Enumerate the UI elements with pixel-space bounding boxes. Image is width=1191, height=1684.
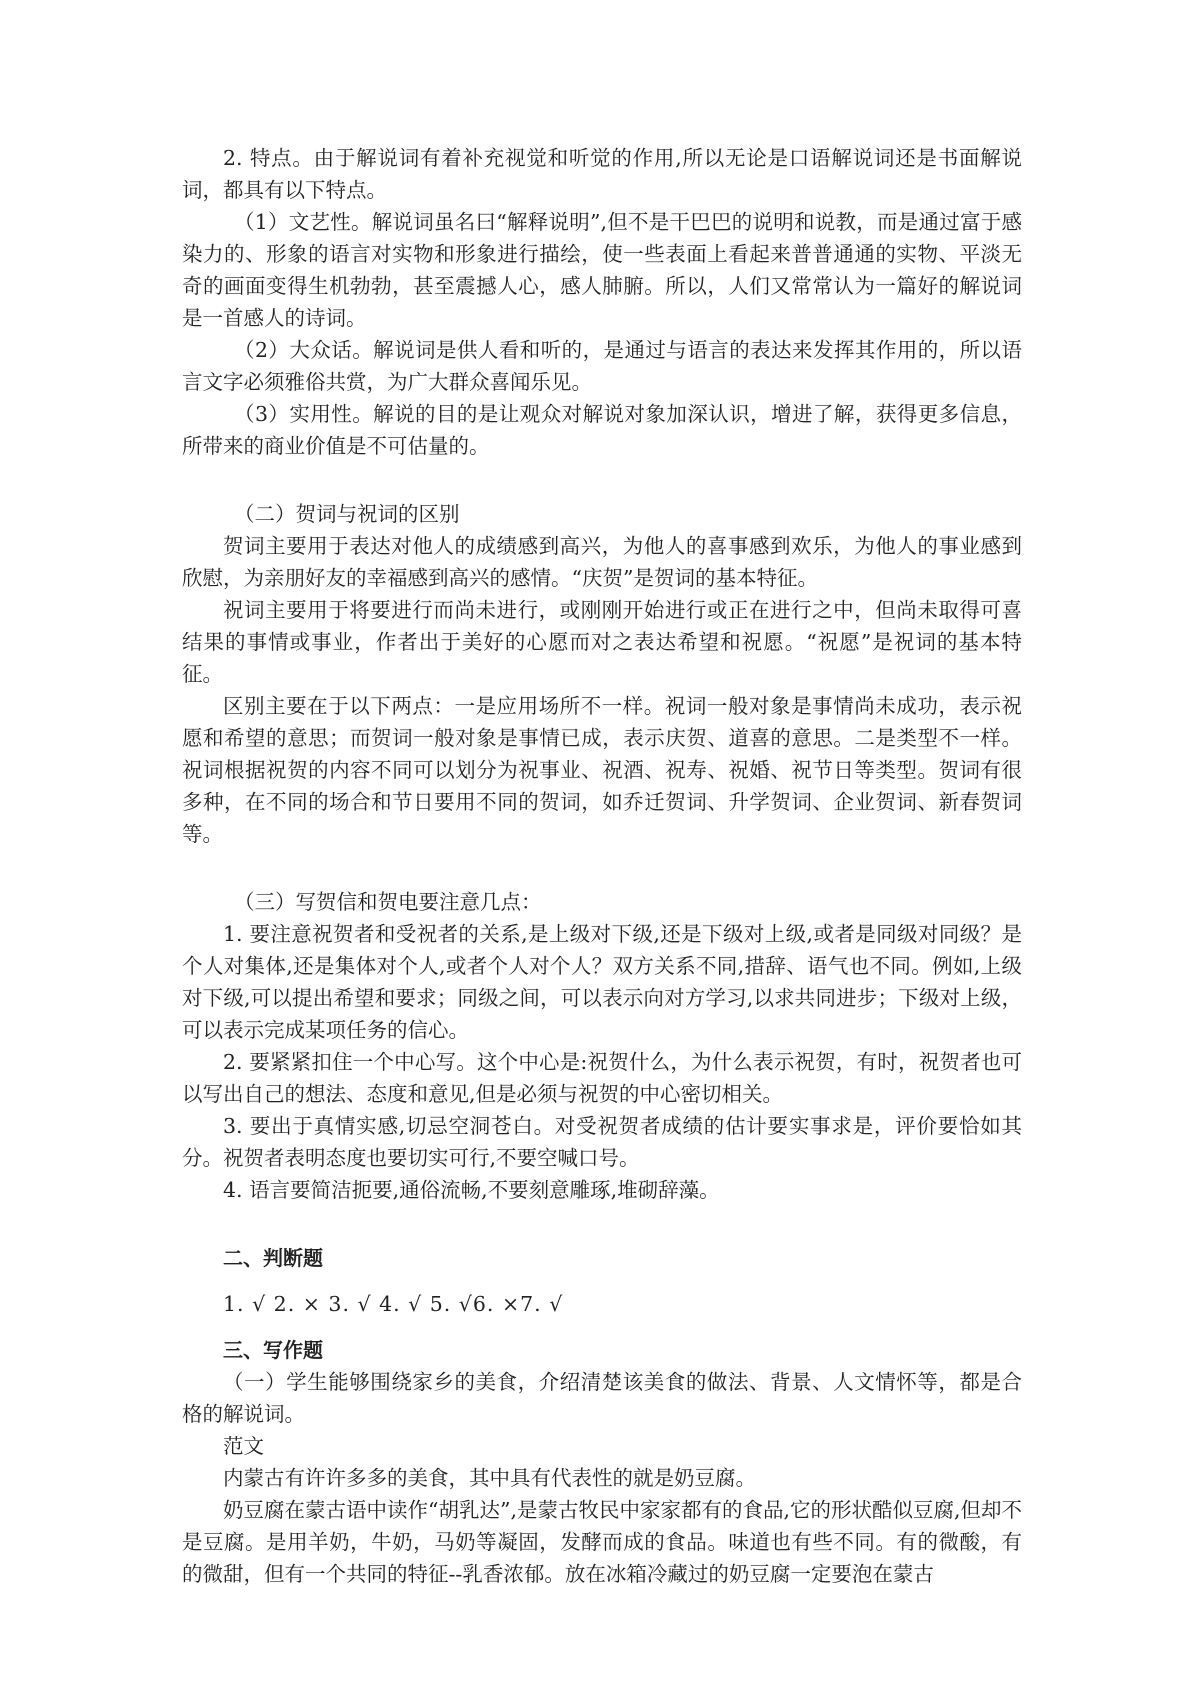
- paragraph-note-3: 3. 要出于真情实感,切忌空洞苍白。对受祝贺者成绩的估计要实事求是，评价要恰如其分。祝贺者表明态度也要切实可行,不要空喊口号。: [182, 1114, 1022, 1170]
- paragraph-difference: 区别主要在于以下两点：一是应用场所不一样。祝词一般对象是事情尚未成功，表示祝愿和希望的意思；而贺词一般对象是事情已成，表示庆贺、道喜的意思。二是类型不一样。祝词根据祝贺的内容不同可以划分为祝事业、祝酒、祝寿、祝婚、祝节日等类型。贺词有很多种，在不同的场合和节日要用不同的贺词，如乔迁贺词、升学贺词、企业贺词、新春贺词等。: [182, 694, 1022, 846]
- heading-judgment: 二、判断题: [223, 1246, 323, 1270]
- paragraph-writing-intro: （一）学生能够围绕家乡的美食，介绍清楚该美食的做法、背景、人文情怀等，都是合格的解说词。: [182, 1370, 1022, 1426]
- document-page: [182, 142, 1022, 1590]
- heading-writing: 三、写作题: [223, 1338, 323, 1362]
- paragraph-zhuci: 祝词主要用于将要进行而尚未进行，或刚刚开始进行或正在进行之中，但尚未取得可喜结果的事情或事业，作者出于美好的心愿而对之表达希望和祝愿。“祝愿”是祝词的基本特征。: [182, 598, 1022, 686]
- paragraph-heci: 贺词主要用于表达对他人的成绩感到高兴，为他人的喜事感到欢乐，为他人的事业感到欣慰，为亲朋好友的幸福感到高兴的感情。“庆贺”是贺词的基本特征。: [182, 534, 1022, 590]
- spacer: [182, 850, 1022, 886]
- section-heading-notes: （三）写贺信和贺电要注意几点：: [234, 890, 542, 914]
- label-sample-essay: 范文: [223, 1434, 264, 1458]
- spacer: [182, 1320, 1022, 1334]
- paragraph-essay-1: 内蒙古有许许多多的美食，其中具有代表性的就是奶豆腐。: [223, 1466, 756, 1490]
- spacer: [182, 1274, 1022, 1288]
- judgment-answers: 1. √ 2. × 3. √ 4. √ 5. √6. ×7. √: [223, 1292, 564, 1316]
- paragraph-artistic: （1）文艺性。解说词虽名曰“解释说明”,但不是干巴巴的说明和说教，而是通过富于感染力的、形象的语言对实物和形象进行描绘，使一些表面上看起来普普通通的实物、平淡无奇的画面变得生机勃勃，甚至震撼人心，感人肺腑。所以，人们又常常认为一篇好的解说词是一首感人的诗词。: [182, 210, 1022, 330]
- section-heading-difference: （二）贺词与祝词的区别: [234, 502, 460, 526]
- paragraph-features: 2. 特点。由于解说词有着补充视觉和听觉的作用,所以无论是口语解说词还是书面解说词，都具有以下特点。: [182, 146, 1022, 202]
- paragraph-note-4: 4. 语言要简洁扼要,通俗流畅,不要刻意雕琢,堆砌辞藻。: [223, 1178, 720, 1202]
- paragraph-note-1: 1. 要注意祝贺者和受祝者的关系,是上级对下级,还是下级对上级,或者是同级对同级？是个人对集体,还是集体对个人,或者个人对个人？双方关系不同,措辞、语气也不同。例如,上级对下级,可以提出希望和要求；同级之间，可以表示向对方学习,以求共同进步；下级对上级，可以表示完成某项任务的信心。: [182, 922, 1022, 1042]
- paragraph-practical: （3）实用性。解说的目的是让观众对解说对象加深认识，增进了解，获得更多信息，所带来的商业价值是不可估量的。: [182, 402, 1022, 458]
- paragraph-note-2: 2. 要紧紧扣住一个中心写。这个中心是:祝贺什么，为什么表示祝贺，有时，祝贺者也可以写出自己的想法、态度和意见,但是必须与祝贺的中心密切相关。: [182, 1050, 1022, 1106]
- spacer: [182, 462, 1022, 498]
- paragraph-essay-2: 奶豆腐在蒙古语中读作“胡乳达”,是蒙古牧民中家家都有的食品,它的形状酷似豆腐,但却不是豆腐。是用羊奶，牛奶，马奶等凝固，发酵而成的食品。味道也有些不同。有的微酸，有的微甜，但有一个共同的特征--乳香浓郁。放在冰箱冷藏过的奶豆腐一定要泡在蒙古: [182, 1498, 1023, 1586]
- spacer: [182, 1206, 1022, 1242]
- paragraph-popular: （2）大众话。解说词是供人看和听的，是通过与语言的表达来发挥其作用的，所以语言文字必须雅俗共赏，为广大群众喜闻乐见。: [182, 338, 1022, 394]
